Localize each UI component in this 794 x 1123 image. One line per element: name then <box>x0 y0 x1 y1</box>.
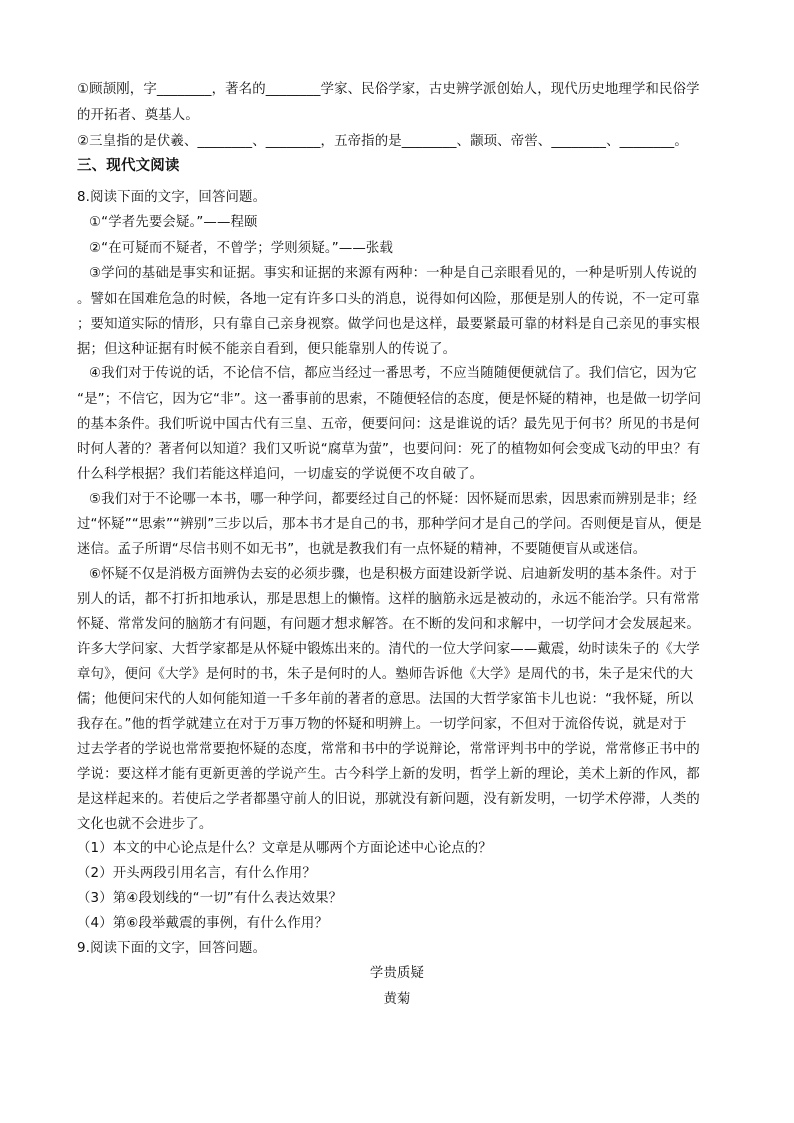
q8-sub-question-2: （2）开头两段引用名言，有什么作用？ <box>77 866 316 881</box>
q8-paragraph-3-line: 据；但这种证据有时候不能亲自看到，便只能靠别人的传说了。 <box>77 342 457 357</box>
q8-paragraph-6-line: 许多大学问家、大哲学家都是从怀疑中锻炼出来的。清代的一位大学问家——戴震，幼时读朱子的《大学 <box>77 642 700 657</box>
q8-paragraph-6-line: 怀疑、常常发问的脑筋才有问题，有问题才想求解答。在不断的发问和求解中，一切学问才会发展起来。 <box>77 617 700 632</box>
q8-paragraph-1: ①“学者先要会疑。”——程颐 <box>89 215 258 230</box>
q8-prompt: 8.阅读下面的文字，回答问题。 <box>77 190 267 205</box>
q8-paragraph-6-line: ⑥怀疑不仅是消极方面辨伪去妄的必须步骤，也是积极方面建设新学说、启迪新发明的基本条件。对于 <box>89 567 697 582</box>
q8-paragraph-6-line: 儒；他便问宋代的人如何能知道一千多年前的著者的意思。法国的大哲学家笛卡儿也说：“我怀疑，所以 <box>77 692 694 707</box>
q8-paragraph-5-line: 迷信。孟子所谓“尽信书则不如无书”，也就是教我们有一点怀疑的精神，不要随便盲从或迷信。 <box>77 542 647 557</box>
q8-paragraph-6-line: 文化也就不会进步了。 <box>77 817 213 832</box>
q9-article-title: 学贵质疑 <box>369 966 425 981</box>
q8-paragraph-2: ②“在可疑而不疑者，不曾学；学则须疑。”——张载 <box>89 241 393 256</box>
q8-sub-question-3: （3）第④段划线的“一切”有什么表达效果？ <box>77 891 343 906</box>
q8-sub-question-1: （1）本文的中心论点是什么？文章是从哪两个方面论述中心论点的？ <box>77 841 492 856</box>
q8-paragraph-5-line: 过“怀疑”“思索”“辨别”三步以后，那本书才是自己的书，那种学问才是自己的学问。否则便是盲从，便是 <box>77 517 702 532</box>
q8-paragraph-4-line: ④我们对于传说的话，不论信不信，都应当经过一番思考，不应当随随便便就信了。我们信它，因为它 <box>89 366 697 381</box>
q8-paragraph-6-line: 我存在。”他的哲学就建立在对于万事万物的怀疑和明辨上。一切学问家，不但对于流俗传说，就是对于 <box>77 717 687 732</box>
q8-paragraph-4-line: “是”；不信它，因为它“非”。这一番事前的思索，不随便轻信的态度，便是怀疑的精神，也是做一切学问 <box>77 392 702 407</box>
q8-paragraph-6-line: 别人的话，都不打折扣地承认，那是思想上的懒惰。这样的脑筋永远是被动的，永远不能治学。只有常常 <box>77 592 700 607</box>
q8-paragraph-3-line: ③学问的基础是事实和证据。事实和证据的来源有两种：一种是自己亲眼看见的，一种是听别人传说的 <box>89 266 697 281</box>
q8-paragraph-3-line: ；要知道实际的情形，只有靠自己亲身视察。做学问也是这样，最要紧最可靠的材料是自己亲见的事实根 <box>77 317 700 332</box>
q8-paragraph-3-line: 。譬如在国难危急的时候，各地一定有许多口头的消息，说得如何凶险，那便是别人的传说，不一定可靠 <box>77 292 700 307</box>
q8-paragraph-6-line: 过去学者的学说也常常要抱怀疑的态度，常常和书中的学说辩论，常常评判书中的学说，常常修正书中的 <box>77 742 700 757</box>
fill-in-question-2: ②三皇指的是伏羲、________、________，五帝指的是________、颛顼、帝喾、________、________。 <box>77 134 688 149</box>
q8-paragraph-4-line: 的基本条件。我们听说中国古代有三皇、五帝，便要问问：这是谁说的话？最先见于何书？所见的书是何 <box>77 417 700 432</box>
q8-paragraph-4-line: 时何人著的？著者何以知道？我们又听说“腐草为萤”，也要问问：死了的植物如何会变成飞动的甲虫？有 <box>77 442 701 457</box>
fill-in-question-1-line-1: ①顾颉刚，字________，著名的________学家、民俗学家，古史辨学派创始人，现代历史地理学和民俗学 <box>77 82 700 97</box>
q8-paragraph-6-line: 学说：要这样才能有更新更善的学说产生。古今科学上新的发明，哲学上新的理论，美术上新的作风，都 <box>77 767 700 782</box>
q8-paragraph-4-line: 什么科学根据？我们若能这样追问，一切虚妄的学说便不攻自破了。 <box>77 467 484 482</box>
q8-paragraph-5-line: ⑤我们对于不论哪一本书，哪一种学问，都要经过自己的怀疑：因怀疑而思索，因思索而辨别是非；经 <box>89 492 697 507</box>
q8-paragraph-6-line: 是这样起来的。若使后之学者都墨守前人的旧说，那就没有新问题，没有新发明，一切学术停滞，人类的 <box>77 792 700 807</box>
section-heading: 三、现代文阅读 <box>77 158 180 174</box>
q9-prompt: 9.阅读下面的文字，回答问题。 <box>77 941 267 956</box>
fill-in-question-1-line-2: 的开拓者、奠基人。 <box>77 108 199 123</box>
q8-sub-question-4: （4）第⑥段举戴震的事例，有什么作用？ <box>77 916 329 931</box>
q8-paragraph-6-line: 章句》，便问《大学》是何时的书，朱子是何时的人。塾师告诉他《大学》是周代的书，朱子是宋代的大 <box>77 667 694 682</box>
q9-article-author: 黄菊 <box>383 992 411 1007</box>
